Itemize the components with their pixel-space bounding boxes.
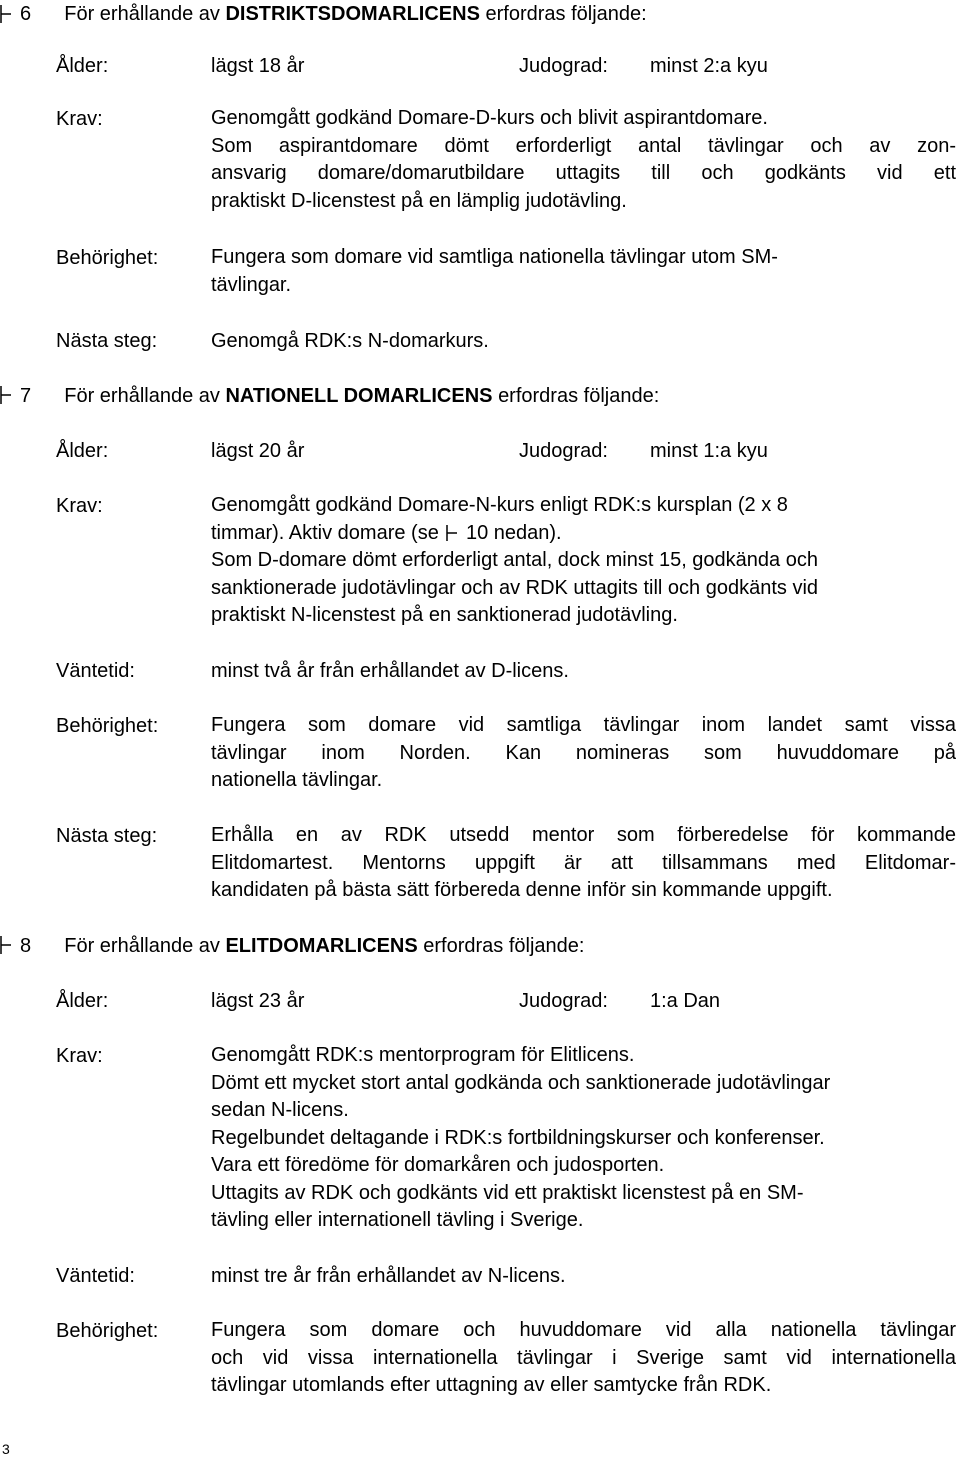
section-7-heading: 7 För erhållande av NATIONELL DOMARLICENS erfordras följande: [20,385,660,407]
section-number: 6 [20,3,32,25]
paragraph-marker-icon [0,4,14,18]
krav-label: Krav: [56,1045,103,1067]
behorighet-text: Fungera som domare vid samtliga nationella tävlingar utom SM- tävlingar. [211,246,778,296]
age-label: Ålder: [56,990,109,1012]
behorighet-text: Fungera som domare och huvuddomare vid alla nationella tävlingar och vid vissa internationella tävlingar i Sverige samt vid internationella tävlingar utomlands efter uttagning av eller samtycke från RDK. [211,1319,956,1396]
license-name: NATIONELL DOMARLICENS [225,385,493,407]
waiting-time-value: minst tre år från erhållandet av N-licens. [211,1265,566,1287]
grade-label: Judograd: [519,55,608,77]
waiting-time-label: Väntetid: [56,660,135,682]
section-8-heading: 8 För erhållande av ELITDOMARLICENS erfordras följande: [20,935,585,957]
behorighet-text: Fungera som domare vid samtliga tävlingar inom landet samt vissa tävlingar inom Norden. Kan nomineras som huvuddomare på nationella tävlingar. [211,714,956,791]
next-step-text: Erhålla en av RDK utsedd mentor som förberedelse för kommande Elitdomartest. Mentorns uppgift är att tillsammans med Elitdomar- kandidaten på bästa sätt förbereda denne inför sin kommande uppgift. [211,824,956,901]
next-step-value: Genomgå RDK:s N-domarkurs. [211,330,489,352]
behorighet-label: Behörighet: [56,1320,159,1342]
age-label: Ålder: [56,440,109,462]
waiting-time-label: Väntetid: [56,1265,135,1287]
grade-value: 1:a Dan [650,990,721,1012]
grade-label: Judograd: [519,990,608,1012]
grade-value: minst 1:a kyu [650,440,768,462]
krav-label: Krav: [56,495,103,517]
next-step-label: Nästa steg: [56,825,158,847]
age-value: lägst 23 år [211,990,305,1012]
waiting-time-value: minst två år från erhållandet av D-licens. [211,660,569,682]
krav-text: Genomgått RDK:s mentorprogram för Elitlicens. Dömt ett mycket stort antal godkända och sanktionerade judotävlingar sedan N-licens. Regelbundet deltagande i RDK:s fortbildningskurser och konferenser. Vara ett föredöme för domarkåren och judosporten. Uttagits av RDK och godkänts vid ett praktiskt licenstest på en SM- tävling eller internationell tävling i Sverige. [211,1044,831,1231]
page-number: 3 [2,1441,10,1457]
next-step-label: Nästa steg: [56,330,158,352]
behorighet-label: Behörighet: [56,715,159,737]
krav-label: Krav: [56,108,103,130]
krav-text: Genomgått godkänd Domare-D-kurs och blivit aspirantdomare. Som aspirantdomare dömt erforderligt antal tävlingar och av zon- ansvarig domare/domarutbildare uttagits till och godkänts vid ett praktiskt D-licenstest på en lämplig judotävling. [211,107,956,212]
krav-text: Genomgått godkänd Domare-N-kurs enligt RDK:s kursplan (2 x 8 timmar). Aktiv domare (se 10 nedan). Som D-domare dömt erforderligt antal, dock minst 15, godkända och sanktionerade judotävlingar och av RDK uttagits till och godkänts vid praktiskt N-licenstest på en sanktionerad judotävling. [211,494,819,626]
paragraph-marker-icon [446,524,458,542]
grade-value: minst 2:a kyu [650,55,768,77]
section-number: 7 [20,385,32,407]
section-6-heading: 6 För erhållande av DISTRIKTSDOMARLICENS erfordras följande: [20,3,647,25]
paragraph-marker-icon [0,935,14,949]
license-name: DISTRIKTSDOMARLICENS [225,3,480,25]
section-number: 8 [20,935,32,957]
paragraph-marker-icon [0,385,14,399]
age-value: lägst 18 år [211,55,305,77]
license-name: ELITDOMARLICENS [225,935,418,957]
age-value: lägst 20 år [211,440,305,462]
behorighet-label: Behörighet: [56,247,159,269]
age-label: Ålder: [56,55,109,77]
grade-label: Judograd: [519,440,608,462]
